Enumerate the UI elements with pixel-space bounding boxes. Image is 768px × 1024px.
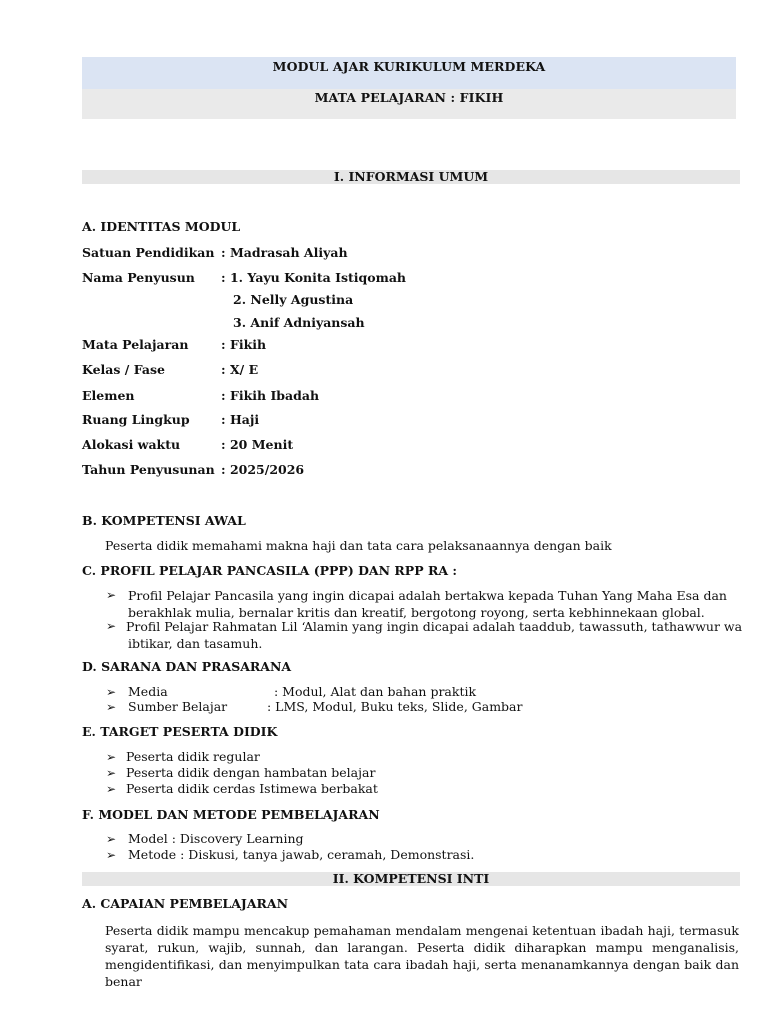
identitas-value: : 20 Menit xyxy=(221,437,294,452)
capaian-line: syarat, rukun, wajib, sunnah, dan larangan. Peserta didik diharapkan mampu menganalisis, xyxy=(105,940,739,955)
kompetensi-awal-text: Peserta didik memahami makna haji dan tata cara pelaksanaannya dengan baik xyxy=(105,538,612,553)
profil-item xyxy=(126,618,743,652)
profil-item xyxy=(128,587,740,621)
sarana-label: Media xyxy=(128,684,168,699)
heading-sarana: D. SARANA DAN PRASARANA xyxy=(82,659,292,674)
arrow-bullet-icon: ➢ xyxy=(106,766,117,780)
model-item: Metode : Diskusi, tanya jawab, ceramah, Demonstrasi. xyxy=(128,847,475,862)
identitas-label: Nama Penyusun xyxy=(82,270,195,285)
model-item: Model : Discovery Learning xyxy=(128,831,304,846)
heading-identitas-modul: A. IDENTITAS MODUL xyxy=(82,219,241,234)
identitas-label: Satuan Pendidikan xyxy=(82,245,215,260)
sarana-value: : LMS, Modul, Buku teks, Slide, Gambar xyxy=(267,699,523,714)
identitas-value: 3. Anif Adniyansah xyxy=(233,315,365,330)
sarana-value: : Modul, Alat dan bahan praktik xyxy=(274,684,477,699)
identitas-label: Kelas / Fase xyxy=(82,362,165,377)
profil-item-line: Profil Pelajar Pancasila yang ingin dicapai adalah bertakwa kepada Tuhan Yang Maha Esa dan xyxy=(128,588,727,603)
identitas-value: : Fikih Ibadah xyxy=(221,388,320,403)
identitas-value: : Fikih xyxy=(221,337,267,352)
identitas-value: : X/ E xyxy=(221,362,259,377)
arrow-bullet-icon: ➢ xyxy=(106,848,117,862)
heading-target-peserta: E. TARGET PESERTA DIDIK xyxy=(82,724,278,739)
arrow-bullet-icon: ➢ xyxy=(106,700,117,714)
identitas-value: 2. Nelly Agustina xyxy=(233,292,354,307)
identitas-value: : 2025/2026 xyxy=(221,462,305,477)
arrow-bullet-icon: ➢ xyxy=(106,750,117,764)
identitas-label: Elemen xyxy=(82,388,135,403)
capaian-line: Peserta didik mampu mencakup pemahaman mendalam mengenai ketentuan ibadah haji, termasuk xyxy=(105,923,739,938)
module-title: MODUL AJAR KURIKULUM MERDEKA xyxy=(272,59,546,74)
capaian-line: mengidentifikasi, dan menyimpulkan tata cara ibadah haji, serta menanamkannya dengan baik dan xyxy=(105,957,739,972)
capaian-paragraph xyxy=(105,922,739,990)
profil-item-line: ibtikar, dan tasamuh. xyxy=(128,636,263,651)
heading-model-metode: F. MODEL DAN METODE PEMBELAJARAN xyxy=(82,807,380,822)
capaian-line: benar xyxy=(105,974,142,989)
identitas-label: Ruang Lingkup xyxy=(82,412,190,427)
identitas-label: Tahun Penyusunan xyxy=(82,462,215,477)
section-title-kompetensi-inti: II. KOMPETENSI INTI xyxy=(332,871,490,886)
profil-item-line: berakhlak mulia, bernalar kritis dan kreatif, bergotong royong, serta kebhinnekaan global. xyxy=(128,605,705,620)
section-title-informasi-umum: I. INFORMASI UMUM xyxy=(333,169,489,184)
heading-profil-pelajar: C. PROFIL PELAJAR PANCASILA (PPP) DAN RPP RA : xyxy=(82,563,457,578)
arrow-bullet-icon: ➢ xyxy=(106,619,117,633)
identitas-label: Mata Pelajaran xyxy=(82,337,189,352)
identitas-value: : Haji xyxy=(221,412,260,427)
target-item: Peserta didik cerdas Istimewa berbakat xyxy=(126,781,378,796)
target-item: Peserta didik dengan hambatan belajar xyxy=(126,765,376,780)
heading-capaian-pembelajaran: A. CAPAIAN PEMBELAJARAN xyxy=(82,896,289,911)
arrow-bullet-icon: ➢ xyxy=(106,588,117,602)
profil-item-line: Profil Pelajar Rahmatan Lil ‘Alamin yang ingin dicapai adalah taaddub, tawassuth, tathawwur wa xyxy=(126,619,743,634)
heading-kompetensi-awal: B. KOMPETENSI AWAL xyxy=(82,513,246,528)
target-item: Peserta didik regular xyxy=(126,749,260,764)
header-title-box xyxy=(82,57,736,89)
arrow-bullet-icon: ➢ xyxy=(106,832,117,846)
sarana-label: Sumber Belajar xyxy=(128,699,228,714)
identitas-value: : 1. Yayu Konita Istiqomah xyxy=(221,270,407,285)
header-subject-box xyxy=(82,89,736,119)
subject-title: MATA PELAJARAN : FIKIH xyxy=(314,90,504,105)
arrow-bullet-icon: ➢ xyxy=(106,685,117,699)
identitas-label: Alokasi waktu xyxy=(82,437,181,452)
arrow-bullet-icon: ➢ xyxy=(106,782,117,796)
identitas-value: : Madrasah Aliyah xyxy=(221,245,348,260)
